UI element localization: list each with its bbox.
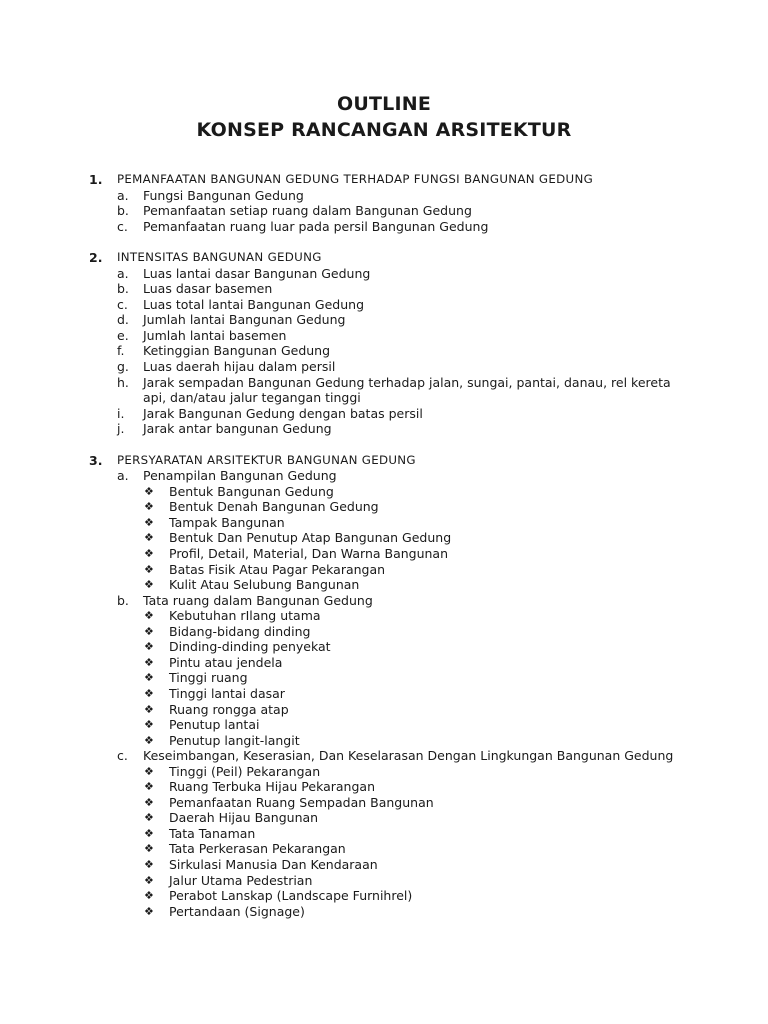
diamond-bullet-icon: ❖ xyxy=(144,733,154,747)
list-item xyxy=(0,359,768,375)
list-item xyxy=(0,328,768,344)
diamond-bullet-icon: ❖ xyxy=(144,686,154,700)
list-item xyxy=(0,748,768,764)
item-text: Luas lantai dasar Bangunan Gedung xyxy=(143,265,371,281)
item-letter: a. xyxy=(117,187,129,203)
diamond-bullet-icon: ❖ xyxy=(144,842,154,856)
document-title: OUTLINE xyxy=(337,93,431,115)
bullet-text: Sirkulasi Manusia Dan Kendaraan xyxy=(169,856,378,872)
item-text: Tata ruang dalam Bangunan Gedung xyxy=(143,592,373,608)
item-text: Ketinggian Bangunan Gedung xyxy=(143,343,331,359)
section-number: 3. xyxy=(89,452,103,468)
bullet-text: Daerah Hijau Bangunan xyxy=(169,810,319,826)
bullet-item xyxy=(0,655,768,671)
list-item xyxy=(0,281,768,297)
diamond-bullet-icon: ❖ xyxy=(144,795,154,809)
section-title: INTENSITAS BANGUNAN GEDUNG xyxy=(117,250,322,265)
bullet-text: Tinggi ruang xyxy=(169,670,248,686)
item-letter: i. xyxy=(117,405,125,421)
bullet-item xyxy=(0,873,768,889)
bullet-item xyxy=(0,639,768,655)
bullet-item xyxy=(0,608,768,624)
list-item xyxy=(0,297,768,313)
list-item xyxy=(0,219,768,235)
list-item xyxy=(0,343,768,359)
diamond-bullet-icon: ❖ xyxy=(144,624,154,638)
diamond-bullet-icon: ❖ xyxy=(144,718,154,732)
bullet-item xyxy=(0,764,768,780)
item-letter: b. xyxy=(117,592,129,608)
section-title: PEMANFAATAN BANGUNAN GEDUNG TERHADAP FUNGSI BANGUNAN GEDUNG xyxy=(117,172,594,186)
item-text: Fungsi Bangunan Gedung xyxy=(143,187,304,203)
bullet-item xyxy=(0,841,768,857)
item-text: Jarak Bangunan Gedung dengan batas persil xyxy=(143,405,423,421)
diamond-bullet-icon: ❖ xyxy=(144,873,154,887)
bullet-text: Ruang rongga atap xyxy=(169,701,289,717)
bullet-text: Pemanfaatan Ruang Sempadan Bangunan xyxy=(169,794,434,810)
outline-section xyxy=(0,172,768,234)
item-text: Penampilan Bangunan Gedung xyxy=(143,468,337,484)
item-letter: j. xyxy=(117,421,125,437)
outline-content xyxy=(0,172,768,919)
section-heading xyxy=(0,172,768,188)
list-item xyxy=(0,266,768,282)
item-text: Luas total lantai Bangunan Gedung xyxy=(143,296,365,312)
section-spacer xyxy=(0,234,768,250)
bullet-text: Kulit Atau Selubung Bangunan xyxy=(169,577,360,593)
diamond-bullet-icon: ❖ xyxy=(144,655,154,669)
bullet-item xyxy=(0,515,768,531)
bullet-text: Bentuk Bangunan Gedung xyxy=(169,483,334,499)
bullet-text: Tinggi (Peil) Pekarangan xyxy=(169,763,321,779)
bullet-item xyxy=(0,733,768,749)
diamond-bullet-icon: ❖ xyxy=(144,889,154,903)
bullet-item xyxy=(0,810,768,826)
bullet-item xyxy=(0,826,768,842)
bullet-text: Penutup langit-langit xyxy=(169,732,300,748)
diamond-bullet-icon: ❖ xyxy=(144,764,154,778)
bullet-text: Bentuk Dan Penutup Atap Bangunan Gedung xyxy=(169,530,452,546)
list-item xyxy=(0,468,768,484)
bullet-item xyxy=(0,484,768,500)
outline-section xyxy=(0,250,768,437)
bullet-text: Profil, Detail, Material, Dan Warna Bangunan xyxy=(169,546,449,562)
diamond-bullet-icon: ❖ xyxy=(144,515,154,529)
list-item xyxy=(0,375,768,406)
bullet-text: Bidang-bidang dinding xyxy=(169,623,311,639)
item-letter: g. xyxy=(117,359,129,375)
item-letter: a. xyxy=(117,265,129,281)
item-letter: e. xyxy=(117,327,129,343)
bullet-text: Dinding-dinding penyekat xyxy=(169,639,331,655)
diamond-bullet-icon: ❖ xyxy=(144,500,154,514)
item-letter: h. xyxy=(117,374,129,390)
item-letter: a. xyxy=(117,468,129,484)
bullet-item xyxy=(0,702,768,718)
bullet-item xyxy=(0,795,768,811)
diamond-bullet-icon: ❖ xyxy=(144,562,154,576)
item-text: Jumlah lantai basemen xyxy=(143,327,287,343)
section-heading xyxy=(0,250,768,266)
bullet-item xyxy=(0,577,768,593)
bullet-item xyxy=(0,888,768,904)
bullet-text: Jalur Utama Pedestrian xyxy=(169,872,313,888)
diamond-bullet-icon: ❖ xyxy=(144,484,154,498)
item-letter: b. xyxy=(117,203,129,219)
diamond-bullet-icon: ❖ xyxy=(144,578,154,592)
list-item xyxy=(0,312,768,328)
section-number: 1. xyxy=(89,172,103,187)
document-subtitle: KONSEP RANCANGAN ARSITEKTUR xyxy=(196,119,572,141)
diamond-bullet-icon: ❖ xyxy=(144,547,154,561)
diamond-bullet-icon: ❖ xyxy=(144,826,154,840)
section-title: PERSYARATAN ARSITEKTUR BANGUNAN GEDUNG xyxy=(117,452,416,467)
item-letter: c. xyxy=(117,218,128,234)
bullet-text: Tampak Bangunan xyxy=(169,514,285,530)
bullet-item xyxy=(0,686,768,702)
item-letter: c. xyxy=(117,296,128,312)
list-item xyxy=(0,593,768,609)
diamond-bullet-icon: ❖ xyxy=(144,811,154,825)
bullet-text: Pertandaan (Signage) xyxy=(169,903,305,919)
item-text: Jarak sempadan Bangunan Gedung terhadap jalan, sungai, pantai, danau, rel kereta api, dan/atau jalur tegangan tinggi xyxy=(143,374,671,406)
bullet-text: Penutup lantai xyxy=(169,717,260,733)
list-item xyxy=(0,188,768,204)
bullet-item xyxy=(0,624,768,640)
bullet-item xyxy=(0,670,768,686)
list-item xyxy=(0,421,768,437)
bullet-text: Perabot Lanskap (Landscape Furnihrel) xyxy=(169,888,413,904)
bullet-text: Batas Fisik Atau Pagar Pekarangan xyxy=(169,561,386,577)
diamond-bullet-icon: ❖ xyxy=(144,531,154,545)
diamond-bullet-icon: ❖ xyxy=(144,671,154,685)
bullet-text: Tinggi lantai dasar xyxy=(169,685,285,701)
item-text: Jumlah lantai Bangunan Gedung xyxy=(143,312,346,328)
item-letter: d. xyxy=(117,312,129,328)
item-text: Luas dasar basemen xyxy=(143,281,273,297)
item-text: Keseimbangan, Keserasian, Dan Keselarasan Dengan Lingkungan Bangunan Gedung xyxy=(143,748,674,764)
bullet-item xyxy=(0,904,768,920)
bullet-text: Kebutuhan rIlang utama xyxy=(169,608,321,624)
outline-section xyxy=(0,453,768,919)
bullet-text: Ruang Terbuka Hijau Pekarangan xyxy=(169,779,375,795)
diamond-bullet-icon: ❖ xyxy=(144,857,154,871)
diamond-bullet-icon: ❖ xyxy=(144,702,154,716)
bullet-text: Pintu atau jendela xyxy=(169,654,283,670)
diamond-bullet-icon: ❖ xyxy=(144,780,154,794)
bullet-text: Tata Tanaman xyxy=(169,825,256,841)
section-heading xyxy=(0,453,768,469)
bullet-text: Bentuk Denah Bangunan Gedung xyxy=(169,499,379,515)
bullet-item xyxy=(0,779,768,795)
bullet-item xyxy=(0,562,768,578)
section-spacer xyxy=(0,437,768,453)
bullet-item xyxy=(0,530,768,546)
item-text: Pemanfaatan ruang luar pada persil Bangunan Gedung xyxy=(143,218,489,234)
diamond-bullet-icon: ❖ xyxy=(144,609,154,623)
item-text: Pemanfaatan setiap ruang dalam Bangunan Gedung xyxy=(143,203,472,219)
item-text: Luas daerah hijau dalam persil xyxy=(143,359,336,375)
item-text: Jarak antar bangunan Gedung xyxy=(143,421,332,437)
item-letter: b. xyxy=(117,281,129,297)
bullet-item xyxy=(0,499,768,515)
diamond-bullet-icon: ❖ xyxy=(144,904,154,918)
item-letter: f. xyxy=(117,343,125,359)
list-item xyxy=(0,203,768,219)
section-number: 2. xyxy=(89,250,103,266)
bullet-item xyxy=(0,546,768,562)
list-item xyxy=(0,406,768,422)
bullet-text: Tata Perkerasan Pekarangan xyxy=(169,841,346,857)
item-letter: c. xyxy=(117,748,128,764)
diamond-bullet-icon: ❖ xyxy=(144,640,154,654)
bullet-item xyxy=(0,857,768,873)
bullet-item xyxy=(0,717,768,733)
